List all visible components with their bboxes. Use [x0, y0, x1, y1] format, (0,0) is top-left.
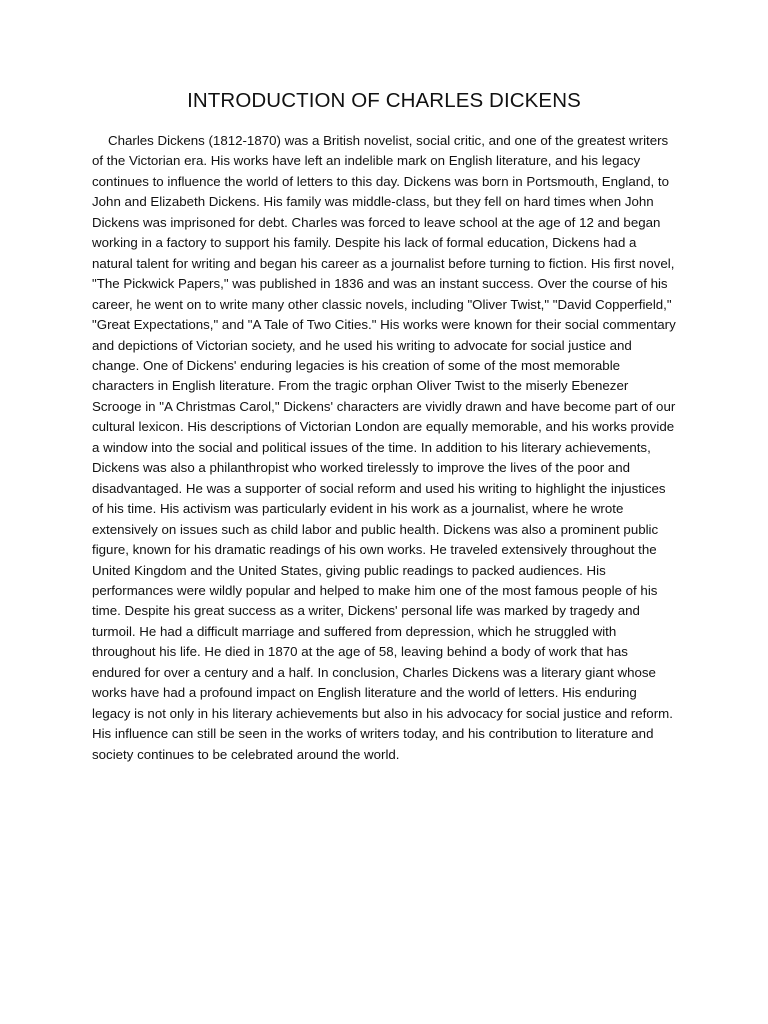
- document-title: INTRODUCTION OF CHARLES DICKENS: [187, 89, 581, 112]
- document-body-paragraph: Charles Dickens (1812-1870) was a British novelist, social critic, and one of the greatest writers of the Victorian era. His works have left an indelible mark on English literature, and his legacy continues to influence the world of letters to this day. Dickens was born in Portsmouth, England, to John and Elizabeth Dickens. His family was middle-class, but they fell on hard times when John Dickens was imprisoned for debt. Charles was forced to leave school at the age of 12 and began working in a factory to support his family. Despite his lack of formal education, Dickens had a natural talent for writing and began his career as a journalist before turning to fiction. His first novel, "The Pickwick Papers," was published in 1836 and was an instant success. Over the course of his career, he went on to write many other classic novels, including "Oliver Twist," "David Copperfield," "Great Expectations," and "A Tale of Two Cities." His works were known for their social commentary and depictions of Victorian society, and he used his writing to advocate for social justice and change. One of Dickens' enduring legacies is his creation of some of the most memorable characters in English literature. From the tragic orphan Oliver Twist to the miserly Ebenezer Scrooge in "A Christmas Carol," Dickens' characters are vividly drawn and have become part of our cultural lexicon. His descriptions of Victorian London are equally memorable, and his works provide a window into the social and political issues of the time. In addition to his literary achievements, Dickens was also a philanthropist who worked tirelessly to improve the lives of the poor and disadvantaged. He was a supporter of social reform and used his writing to highlight the injustices of his time. His activism was particularly evident in his work as a journalist, where he wrote extensively on issues such as child labor and public health. Dickens was also a prominent public figure, known for his dramatic readings of his own works. He traveled extensively throughout the United Kingdom and the United States, giving public readings to packed audiences. His performances were wildly popular and helped to make him one of the most famous people of his time. Despite his great success as a writer, Dickens' personal life was marked by tragedy and turmoil. He had a difficult marriage and suffered from depression, which he struggled with throughout his life. He died in 1870 at the age of 58, leaving behind a body of work that has endured for over a century and a half. In conclusion, Charles Dickens was a literary giant whose works have had a profound impact on English literature and the world of letters. His enduring legacy is not only in his literary achievements but also in his advocacy for social justice and reform. His influence can still be seen in the works of writers today, and his contribution to literature and society continues to be celebrated around the world.: [92, 133, 676, 762]
